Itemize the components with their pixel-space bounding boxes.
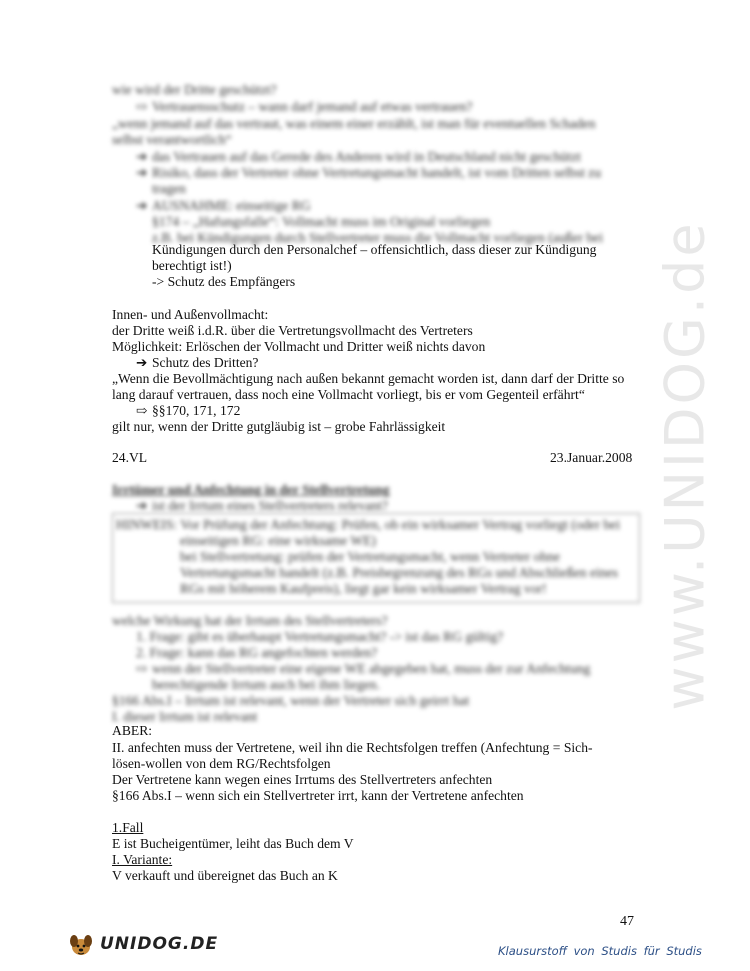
footer-tagline: Klausurstoff von Studis für Studis bbox=[498, 944, 702, 958]
text-line: Kündigungen durch den Personalchef – offensichtlich, dass dieser zur Kündigung bbox=[152, 242, 597, 257]
text-line: „Wenn die Bevollmächtigung nach außen bekannt gemacht worden ist, dann darf der Dritte so bbox=[112, 371, 625, 386]
lecture-date: 23.Januar.2008 bbox=[550, 450, 633, 465]
text-line: E ist Bucheigentümer, leiht das Buch dem V bbox=[112, 836, 354, 851]
blurred-line: „wenn jemand auf das vertraut, was einem einer erzählt, ist man für eventuellen Schaden bbox=[112, 116, 596, 131]
text-line: gilt nur, wenn der Dritte gutgläubig ist – grobe Fahrlässigkeit bbox=[112, 419, 446, 434]
blurred-line: I. dieser Irrtum ist relevant bbox=[112, 709, 258, 724]
blurred-line: bei Stellvertretung: prüfen der Vertretungsmacht, wenn Vertreter ohne bbox=[180, 549, 560, 564]
blurred-line: welche Wirkung hat der Irrtum des Stellvertreters? bbox=[112, 613, 388, 628]
text-line: V verkauft und übereignet das Buch an K bbox=[112, 868, 338, 883]
lecture-label: 24.VL bbox=[112, 450, 148, 465]
blurred-line: ➔ Risiko, dass der Vertreter ohne Vertretungsmacht handelt, ist vom Dritten selbst zu bbox=[136, 165, 602, 180]
text-line: berechtigt ist!) bbox=[152, 258, 232, 273]
blurred-line: HINWEIS: Vor Prüfung der Anfechtung: Prüfen, ob ein wirksamer Vertrag vorliegt (oder bei bbox=[116, 517, 620, 532]
text-line: lösen-wollen von dem RG/Rechtsfolgen bbox=[112, 756, 331, 771]
blurred-line: ⇨ Vertrauensschutz – wann darf jemand auf etwas vertrauen? bbox=[136, 99, 473, 114]
blurred-line: §166 Abs.I – Irrtum ist relevant, wenn der Vertreter sich geirrt hat bbox=[112, 693, 470, 708]
blurred-line: ➔ das Vertrauen auf das Gerede des Anderen wird in Deutschland nicht geschützt bbox=[136, 149, 581, 164]
text-line: der Dritte weiß i.d.R. über die Vertretungsvollmacht des Vertreters bbox=[112, 323, 473, 338]
text-line: Der Vertretene kann wegen eines Irrtums des Stellvertreters anfechten bbox=[112, 772, 493, 787]
text-line: lang darauf vertrauen, dass noch eine Vollmacht vorliegt, bis er vom Gegenteil erfährt“ bbox=[112, 387, 585, 402]
page-number: 47 bbox=[620, 914, 634, 929]
text-line: ⇨ §§170, 171, 172 bbox=[136, 403, 241, 418]
blurred-line: wie wird der Dritte geschützt? bbox=[112, 82, 277, 97]
blurred-line: §174 – „Hafungsfalle“: Vollmacht muss im Original vorliegen bbox=[152, 214, 491, 229]
case-heading: 1.Fall bbox=[112, 820, 144, 835]
text-line: ➔ Schutz des Dritten? bbox=[136, 355, 259, 370]
dog-icon bbox=[66, 930, 96, 958]
blurred-line: ⇨ wenn der Stellvertreter eine eigene WE abgegeben hat, muss der zur Anfechtung bbox=[136, 661, 591, 676]
blurred-line: tragen bbox=[152, 181, 186, 196]
text-line: -> Schutz des Empfängers bbox=[152, 274, 296, 289]
text-line: Innen- und Außenvollmacht: bbox=[112, 307, 269, 322]
text-line: ABER: bbox=[112, 723, 153, 738]
blurred-line: z.B. bei Kündigungen durch Stellvertreter muss die Vollmacht vorliegen (außer bei bbox=[152, 230, 603, 245]
hollow-right-arrow-icon: ⇨ bbox=[136, 403, 148, 418]
text-line: §166 Abs.I – wenn sich ein Stellvertreter irrt, kann der Vertretene anfechten bbox=[112, 788, 524, 803]
blurred-line: 2. Frage: kann das RG angefochten werden? bbox=[136, 645, 378, 660]
blurred-line: Vertretungsmacht handelt (z.B. Preisbegrenzung des RGs und Abschließen eines bbox=[180, 565, 618, 580]
text-line: II. anfechten muss der Vertretene, weil ihn die Rechtsfolgen treffen (Anfechtung = Sich- bbox=[112, 740, 593, 755]
blurred-line: selbst verantwortlich“ bbox=[112, 132, 232, 147]
text-line: Möglichkeit: Erlöschen der Vollmacht und Dritter weiß nichts davon bbox=[112, 339, 486, 354]
logo-text: UNIDOG.DE bbox=[100, 934, 219, 954]
blurred-heading: Irrtümer und Anfechtung in der Stellvertretung bbox=[112, 482, 390, 497]
blurred-line: berechtigende Irrtum auch bei ihm liegen. bbox=[152, 677, 380, 692]
blurred-line: 1. Frage: gibt es überhaupt Vertretungsmacht? -> ist das RG gültig? bbox=[136, 629, 504, 644]
blurred-line: ➔ ist der Irrtum eines Stellvertreters relevant? bbox=[136, 498, 388, 513]
blurred-line: RGs mit höherem Kaufpreis), liegt gar kein wirksamer Vertrag vor! bbox=[180, 581, 547, 596]
watermark: www.UNIDOG.de bbox=[653, 219, 717, 711]
blurred-line: ➔ AUSNAHME: einseitige RG bbox=[136, 198, 311, 213]
blurred-line: einseitigen RG: eine wirksame WE) bbox=[180, 533, 377, 548]
variant-heading: I. Variante: bbox=[112, 852, 173, 867]
bold-right-arrow-icon: ➔ bbox=[136, 355, 148, 370]
unidog-logo bbox=[66, 930, 218, 958]
